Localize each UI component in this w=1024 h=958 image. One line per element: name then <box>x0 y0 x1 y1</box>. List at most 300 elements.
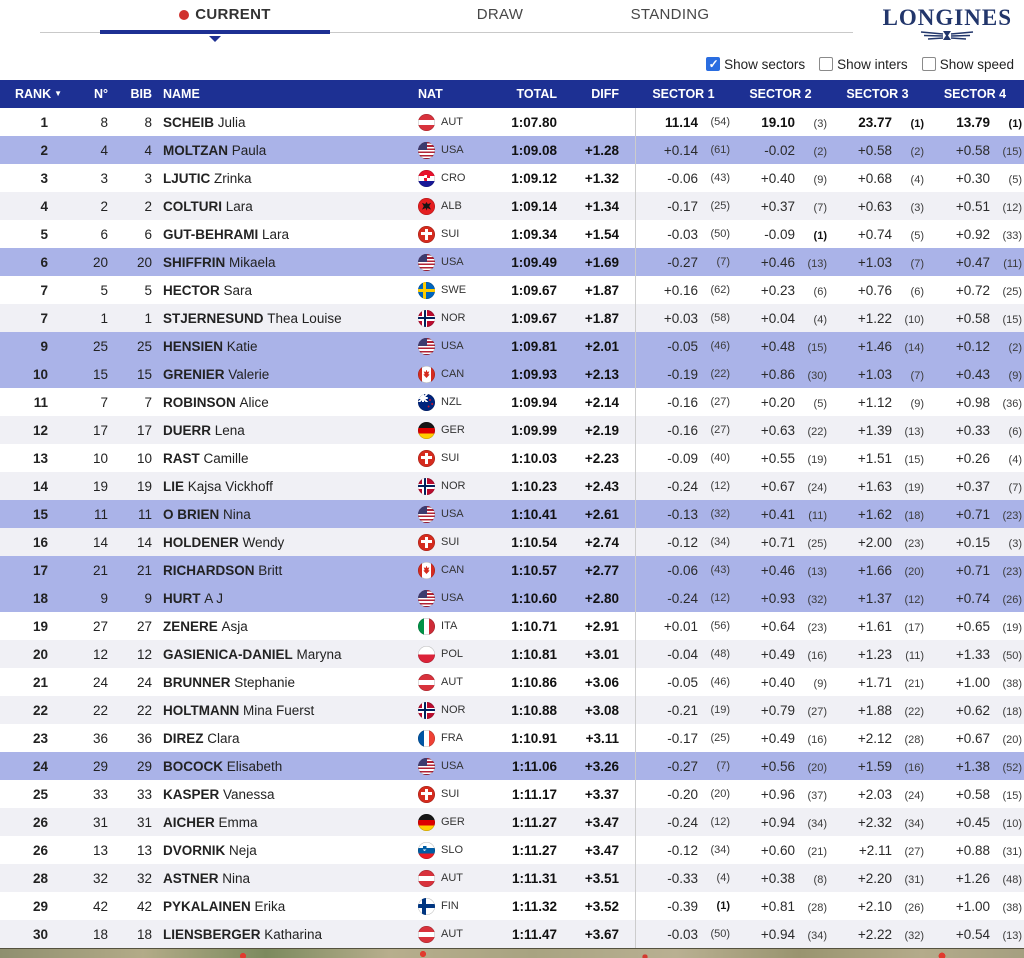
athlete-first-name: Clara <box>203 730 240 746</box>
country-code: CAN <box>441 368 465 380</box>
country-flag-icon <box>418 646 435 663</box>
nation-cell <box>409 674 509 691</box>
sector-value: +0.63 <box>857 198 892 214</box>
sector1-cell <box>635 108 732 136</box>
sector-value: -0.09 <box>667 450 698 466</box>
country-flag-icon <box>418 618 435 635</box>
order-number-cell: 8 <box>100 114 108 130</box>
sector4-cell <box>926 871 1024 886</box>
sector1-cell <box>635 220 732 248</box>
sector-value: -0.12 <box>667 842 698 858</box>
sector-rank: (18) <box>904 509 924 522</box>
sector-rank: (38) <box>1002 901 1022 914</box>
sector-value: +0.65 <box>955 618 990 634</box>
nation-cell <box>409 730 509 747</box>
rank-cell: 9 <box>40 338 48 354</box>
sector-value: +0.49 <box>760 646 795 662</box>
athlete-first-name: Elisabeth <box>223 758 283 774</box>
sector-rank: (12) <box>710 816 730 828</box>
total-time-cell: 1:09.08 <box>511 142 557 158</box>
rank-cell: 24 <box>32 758 48 774</box>
time-diff-cell: +2.23 <box>584 450 619 466</box>
time-diff-cell: +3.52 <box>584 898 619 914</box>
athlete-last-name: GRENIER <box>163 366 225 382</box>
sector-value: -0.19 <box>667 366 698 382</box>
tab-current[interactable] <box>130 6 320 23</box>
sector-rank: (25) <box>710 200 730 212</box>
order-number-cell: 29 <box>92 758 108 774</box>
sector-rank: (2) <box>813 145 827 158</box>
tab-standing[interactable] <box>600 6 740 23</box>
column-header-rank[interactable]: RANK ▼ <box>15 87 63 101</box>
table-row <box>0 584 1024 612</box>
sector-value: +0.76 <box>857 282 892 298</box>
bib-cell: 20 <box>136 254 152 270</box>
order-number-cell: 17 <box>92 422 108 438</box>
table-row <box>0 528 1024 556</box>
time-diff-cell: +1.32 <box>584 170 619 186</box>
athlete-last-name: ZENERE <box>163 618 218 634</box>
table-row <box>0 780 1024 808</box>
bib-cell: 11 <box>137 506 152 522</box>
athlete-name-cell <box>152 647 409 662</box>
country-code: USA <box>441 760 464 772</box>
sector-rank: (50) <box>1002 649 1022 662</box>
table-row <box>0 836 1024 864</box>
bib-cell: 17 <box>136 422 152 438</box>
nation-cell <box>409 702 509 719</box>
sector-rank: (43) <box>710 564 730 576</box>
athlete-last-name: LIENSBERGER <box>163 926 261 942</box>
sector-value: +0.86 <box>760 366 795 382</box>
sector3-cell <box>829 703 926 718</box>
sector4-cell <box>926 423 1024 438</box>
sector2-cell <box>732 731 829 746</box>
country-code: SWE <box>441 284 467 296</box>
sector4-cell <box>926 507 1024 522</box>
country-code: ALB <box>441 200 462 212</box>
column-header-total: TOTAL <box>516 87 557 101</box>
sector-value: -0.16 <box>667 394 698 410</box>
sector-value: -0.05 <box>667 674 698 690</box>
table-row <box>0 892 1024 920</box>
sector1-cell <box>635 248 732 276</box>
sector-rank: (32) <box>710 508 730 520</box>
sector2-cell <box>732 703 829 718</box>
sector-value: +0.16 <box>663 282 698 298</box>
sector-rank: (30) <box>807 369 827 382</box>
sector4-cell <box>926 115 1024 130</box>
table-row <box>0 556 1024 584</box>
bib-cell: 5 <box>144 282 152 298</box>
sector3-cell <box>829 899 926 914</box>
sector3-cell <box>829 619 926 634</box>
athlete-last-name: KASPER <box>163 786 220 802</box>
sector1-cell <box>635 388 732 416</box>
athlete-name-cell <box>152 227 409 242</box>
bib-cell: 7 <box>144 394 152 410</box>
sector-rank: (17) <box>904 621 924 634</box>
sector-rank: (62) <box>710 284 730 296</box>
country-code: NOR <box>441 480 466 492</box>
sector-value: +2.10 <box>857 898 892 914</box>
order-number-cell: 31 <box>92 814 108 830</box>
sector-rank: (34) <box>807 929 827 942</box>
sector-rank: (15) <box>1002 789 1022 802</box>
sector-rank: (20) <box>807 761 827 774</box>
nation-cell <box>409 870 509 887</box>
sector3-cell <box>829 759 926 774</box>
sector-value: -0.27 <box>667 758 698 774</box>
time-diff-cell: +3.01 <box>584 646 619 662</box>
total-time-cell: 1:09.94 <box>511 394 557 410</box>
sector-value: +2.22 <box>857 926 892 942</box>
order-number-cell: 36 <box>92 730 108 746</box>
sector-rank: (38) <box>1002 677 1022 690</box>
sector2-cell <box>732 451 829 466</box>
show-sectors-checkbox[interactable] <box>706 57 720 71</box>
total-time-cell: 1:10.23 <box>511 478 557 494</box>
sector4-cell <box>926 703 1024 718</box>
athlete-last-name: ASTNER <box>163 870 219 886</box>
total-time-cell: 1:09.81 <box>511 338 557 354</box>
sector-value: +0.74 <box>857 226 892 242</box>
sector1-cell <box>635 444 732 472</box>
sector-value: +0.71 <box>955 506 990 522</box>
sector4-cell <box>926 367 1024 382</box>
bib-cell: 6 <box>144 226 152 242</box>
sector-rank: (21) <box>807 845 827 858</box>
nation-cell <box>409 898 509 915</box>
sector-value: +2.11 <box>858 842 892 858</box>
nation-cell <box>409 786 509 803</box>
sector4-cell <box>926 759 1024 774</box>
bib-cell: 4 <box>144 142 152 158</box>
sector-value: +0.26 <box>955 450 990 466</box>
sector-value: +0.63 <box>760 422 795 438</box>
sector-rank: (23) <box>904 537 924 550</box>
time-diff-cell: +2.74 <box>584 534 619 550</box>
longines-wordmark: LONGINES <box>882 5 1012 30</box>
column-header-name: NAME <box>163 87 200 101</box>
sector-value: +1.00 <box>955 898 990 914</box>
sector-value: +0.74 <box>955 590 990 606</box>
sector-value: +0.67 <box>760 478 795 494</box>
show-speed-checkbox[interactable] <box>922 57 936 71</box>
country-code: SUI <box>441 536 460 548</box>
order-number-cell: 24 <box>92 674 108 690</box>
country-code: NZL <box>441 396 462 408</box>
time-diff-cell: +2.43 <box>584 478 619 494</box>
sector-rank: (48) <box>710 648 730 660</box>
sector1-cell <box>635 640 732 668</box>
country-flag-icon <box>418 758 435 775</box>
sector3-cell <box>829 843 926 858</box>
sector4-cell <box>926 731 1024 746</box>
rank-cell: 26 <box>32 814 48 830</box>
sector2-cell <box>732 367 829 382</box>
sector-value: +0.47 <box>955 254 990 270</box>
sector-rank: (22) <box>904 705 924 718</box>
sector-value: +1.26 <box>955 870 990 886</box>
total-time-cell: 1:10.60 <box>511 590 557 606</box>
sector-rank: (46) <box>710 340 730 352</box>
athlete-first-name: Kajsa Vickhoff <box>184 478 273 494</box>
total-time-cell: 1:09.34 <box>511 226 557 242</box>
sector-rank: (19) <box>807 453 827 466</box>
order-number-cell: 19 <box>92 478 108 494</box>
sector3-cell <box>829 227 926 242</box>
time-diff-cell: +1.54 <box>584 226 619 242</box>
athlete-name-cell <box>152 283 409 298</box>
show-speed-label: Show speed <box>939 56 1014 72</box>
sector4-cell <box>926 395 1024 410</box>
rank-cell: 6 <box>40 254 48 270</box>
table-row <box>0 332 1024 360</box>
athlete-name-cell <box>152 787 409 802</box>
bib-cell: 42 <box>136 898 152 914</box>
sector3-cell <box>829 423 926 438</box>
sector-rank: (22) <box>710 368 730 380</box>
sector-value: +0.41 <box>760 506 795 522</box>
order-number-cell: 12 <box>92 646 108 662</box>
athlete-last-name: DUERR <box>163 422 212 438</box>
sector-rank: (12) <box>1002 201 1022 214</box>
time-diff-cell: +2.14 <box>584 394 619 410</box>
column-header-bib: BIB <box>130 87 152 101</box>
bib-cell: 36 <box>136 730 152 746</box>
order-number-cell: 4 <box>100 142 108 158</box>
sector2-cell <box>732 591 829 606</box>
sector-rank: (18) <box>1002 705 1022 718</box>
nation-cell <box>409 114 509 131</box>
athlete-last-name: BOCOCK <box>163 758 223 774</box>
athlete-name-cell <box>152 507 409 522</box>
rank-cell: 21 <box>32 674 48 690</box>
sector-rank: (9) <box>910 397 924 410</box>
results-table <box>0 80 1024 948</box>
sector-rank: (24) <box>807 481 827 494</box>
sector-value: -0.12 <box>667 534 698 550</box>
sector-rank: (50) <box>710 228 730 240</box>
sector-rank: (25) <box>1002 285 1022 298</box>
country-flag-icon <box>418 254 435 271</box>
total-time-cell: 1:11.47 <box>511 926 557 942</box>
bib-cell: 32 <box>136 870 152 886</box>
total-time-cell: 1:11.27 <box>511 842 557 858</box>
order-number-cell: 7 <box>100 394 108 410</box>
option-show-inters[interactable] <box>819 57 908 72</box>
sector-rank: (8) <box>813 873 827 886</box>
country-code: SLO <box>441 844 464 856</box>
table-row <box>0 416 1024 444</box>
nation-cell <box>409 170 509 187</box>
sector-value: +2.20 <box>857 870 892 886</box>
sector-value: -0.24 <box>667 590 698 606</box>
country-flag-icon <box>418 142 435 159</box>
total-time-cell: 1:10.54 <box>511 534 557 550</box>
sector1-cell <box>635 556 732 584</box>
sector-value: +0.01 <box>663 618 698 634</box>
sector-rank: (3) <box>1008 537 1022 550</box>
sort-desc-icon: ▼ <box>54 89 63 98</box>
sector-rank: (13) <box>807 565 827 578</box>
country-flag-icon <box>418 870 435 887</box>
athlete-name-cell <box>152 591 409 606</box>
athlete-name-cell <box>152 479 409 494</box>
table-row <box>0 472 1024 500</box>
active-tab-underline <box>100 30 330 34</box>
sector3-cell <box>829 815 926 830</box>
athlete-first-name: Nina <box>219 506 251 522</box>
sector-value: -0.33 <box>667 870 698 886</box>
rank-cell: 11 <box>33 394 48 410</box>
sector-rank: (2) <box>910 145 924 158</box>
country-flag-icon <box>418 898 435 915</box>
sector-value: +0.96 <box>760 786 795 802</box>
athlete-name-cell <box>152 535 409 550</box>
sector-value: +0.40 <box>760 170 795 186</box>
table-row <box>0 360 1024 388</box>
athlete-name-cell <box>152 171 409 186</box>
athlete-last-name: HURT <box>163 590 201 606</box>
sector-rank: (46) <box>710 676 730 688</box>
total-time-cell: 1:10.71 <box>511 618 557 634</box>
athlete-name-cell <box>152 563 409 578</box>
bib-cell: 27 <box>136 618 152 634</box>
sector3-cell <box>829 871 926 886</box>
athlete-name-cell <box>152 115 409 130</box>
rank-cell: 4 <box>40 198 48 214</box>
table-row <box>0 864 1024 892</box>
rank-cell: 23 <box>32 730 48 746</box>
sector1-cell <box>635 528 732 556</box>
sector-rank: (7) <box>1008 481 1022 494</box>
athlete-last-name: STJERNESUND <box>163 310 264 326</box>
sector4-cell <box>926 479 1024 494</box>
sector-rank: (56) <box>710 620 730 632</box>
athlete-name-cell <box>152 451 409 466</box>
sector-rank: (34) <box>807 817 827 830</box>
nation-cell <box>409 590 509 607</box>
order-number-cell: 33 <box>92 786 108 802</box>
athlete-last-name: HOLTMANN <box>163 702 240 718</box>
bib-cell: 3 <box>144 170 152 186</box>
sector-value: +0.58 <box>857 142 892 158</box>
bib-cell: 14 <box>136 534 152 550</box>
sector3-cell <box>829 311 926 326</box>
order-number-cell: 14 <box>92 534 108 550</box>
athlete-last-name: SCHEIB <box>163 114 215 130</box>
time-diff-cell: +3.47 <box>584 842 619 858</box>
athlete-first-name: Erika <box>250 898 286 914</box>
sector-value: 23.77 <box>858 114 892 130</box>
total-time-cell: 1:11.32 <box>511 898 557 914</box>
sector-rank: (48) <box>1002 873 1022 886</box>
sector-rank: (9) <box>813 173 827 186</box>
sector2-cell <box>732 899 829 914</box>
longines-logo <box>883 5 1012 47</box>
sector1-cell <box>635 192 732 220</box>
sector1-cell <box>635 584 732 612</box>
sector-rank: (12) <box>904 593 924 606</box>
athlete-name-cell <box>152 339 409 354</box>
athlete-last-name: PYKALAINEN <box>163 898 251 914</box>
sector-value: +0.51 <box>955 198 990 214</box>
time-diff-cell: +2.01 <box>584 338 619 354</box>
athlete-first-name: Britt <box>254 562 283 578</box>
sector-value: +0.46 <box>760 254 795 270</box>
sector3-cell <box>829 507 926 522</box>
sector-rank: (15) <box>807 341 827 354</box>
sector-rank: (13) <box>1002 929 1022 942</box>
sector-rank: (32) <box>807 593 827 606</box>
total-time-cell: 1:09.12 <box>511 170 557 186</box>
sector3-cell <box>829 451 926 466</box>
sector-value: -0.03 <box>667 226 698 242</box>
sector2-cell <box>732 143 829 158</box>
time-diff-cell: +2.19 <box>584 422 619 438</box>
sector4-cell <box>926 787 1024 802</box>
column-header-nat: NAT <box>418 87 443 101</box>
sector1-cell <box>635 416 732 444</box>
sector4-cell <box>926 591 1024 606</box>
total-time-cell: 1:10.81 <box>511 646 557 662</box>
sector3-cell <box>829 143 926 158</box>
sector-value: +0.58 <box>955 786 990 802</box>
order-number-cell: 15 <box>92 366 108 382</box>
nation-cell <box>409 254 509 271</box>
sector-value: -0.24 <box>667 478 698 494</box>
sector-rank: (19) <box>710 704 730 716</box>
sector3-cell <box>829 675 926 690</box>
country-code: USA <box>441 592 464 604</box>
show-inters-checkbox[interactable] <box>819 57 833 71</box>
table-row <box>0 220 1024 248</box>
athlete-last-name: ROBINSON <box>163 394 236 410</box>
country-code: NOR <box>441 312 466 324</box>
athlete-last-name: RICHARDSON <box>163 562 255 578</box>
country-flag-icon <box>418 814 435 831</box>
sector4-cell <box>926 675 1024 690</box>
sector-value: +1.66 <box>857 562 892 578</box>
sector-value: +0.94 <box>760 926 795 942</box>
athlete-name-cell <box>152 871 409 886</box>
sector-rank: (25) <box>807 537 827 550</box>
option-show-sectors[interactable] <box>706 57 805 72</box>
sector1-cell <box>635 304 732 332</box>
tab-draw[interactable] <box>430 6 570 23</box>
sector-rank: (32) <box>904 929 924 942</box>
table-row <box>0 696 1024 724</box>
sector-rank: (15) <box>904 453 924 466</box>
sector-rank: (27) <box>807 705 827 718</box>
rank-cell: 14 <box>32 478 48 494</box>
sector-rank: (58) <box>710 312 730 324</box>
table-row <box>0 752 1024 780</box>
sector4-cell <box>926 647 1024 662</box>
sector-value: +0.12 <box>955 338 990 354</box>
sector-rank: (20) <box>710 788 730 800</box>
sector-value: +0.30 <box>955 170 990 186</box>
athlete-name-cell <box>152 395 409 410</box>
sector4-cell <box>926 815 1024 830</box>
option-show-speed[interactable] <box>922 57 1014 72</box>
nation-cell <box>409 366 509 383</box>
sector-value: +0.15 <box>955 534 990 550</box>
time-diff-cell: +3.51 <box>584 870 619 886</box>
sector-value: +0.64 <box>760 618 795 634</box>
